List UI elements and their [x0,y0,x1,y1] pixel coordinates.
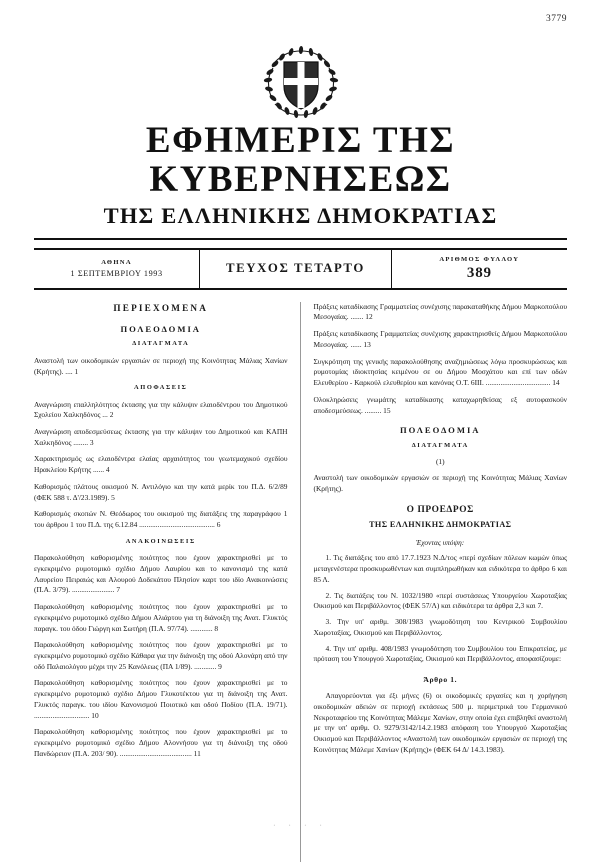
issue-bar [34,248,567,290]
clause-3: 3. Την υπ' αριθμ. 308/1983 γνωμοδότηση του Κεντρικού Συμβουλίου Χωροταξίας, Οικισμού και Περιβάλλοντος. [313,617,567,637]
contents-subsection-decrees: ΔΙΑΤΑΓΜΑΤΑ [132,340,190,348]
list-item[interactable]: Παρακολούθηση καθορισμένης ποιότητος που έχουν χαρακτηρισθεί με το εγκεκριμένο ρυμοτομικό σχέδιο Δήμου Γλυκοτέκτου για τη διάνοιξη της Ανατ. Γλυκτός παραγκ. του ιδίου Κανονισμού Ποιοτικό και οδού Ποδίου (Π.Α. 19/71). .............................. 10 [34,678,288,720]
section-subheading-decrees: ΔΙΑΤΑΓΜΑΤΑ [411,441,469,449]
issue-place-label: ΑΘΗΝΑ [101,259,132,267]
list-item[interactable]: Καθορισμός σκοπών Ν. Θεόδωρος του οικισμού της διατάξεις της παραγράφου 1 του άρθρου 1 του Π.Δ. της 6.12.84 ......................................... 6 [34,509,288,530]
issue-number-label: ΑΡΙΘΜΟΣ ΦΥΛΛΟΥ [439,255,520,263]
list-item[interactable]: Αναγνώριση αποδεσμεύσεως έκτασης για την κάλυψιν του Δημοτικού και ΚΑΠΗ Χαλκηδόνος ........ 3 [34,426,288,447]
issue-date: 1 ΣΕΠΤΕΜΒΡΙΟΥ 1993 [70,269,163,279]
hellenic-republic-emblem [253,42,349,120]
president-title-line1: Ο ΠΡΟΕΔΡΟΣ [406,505,474,516]
page-title: ΕΦΗΜΕΡΙΣ ΤΗΣ ΚΥΒΕΡΝΗΣΕΩΣ [145,120,456,200]
article-text: Απαγορεύονται για έξι μήνες (6) οι οικοδομικές εργασίες και η χορήγηση οικοδομικών αδειών σε περιοχή εκτάσεως 500 μ. περιμετρικά του Γερμανικού Νεκροταφείου της Κοινότητας Μάλεμε Χανίων, στην οποία έχει επιβληθεί αναστολή με την υπ' αριθμ. Ο. 9279/3142/14.2.1983 απόφαση του Υπουργού Χωροταξίας Οικισμού και Περιβάλλοντος «Αναστολή των οικοδομικών εργασιών σε περιοχή της Κοινότητας Μάλεμε Χανίων (Κρήτης)» (ΦΕΚ 64 Δ/ 14.3.1983). [313,691,567,754]
clause-2: 2. Τις διατάξεις του Ν. 1032/1980 «περί συστάσεως Υπουργείου Χωροταξίας Οικισμού και Περιβάλλοντος (ΦΕΚ 57/Λ) και ειδικότερα τα άρθρα 2,3 και 7. [313,590,567,611]
list-item[interactable]: Καθορισμός πλάτους οικισμού Ν. Αντιλόγιο και την κατά μερίκ του Π.Δ. 6/2/89 (ΦΕΚ 588 τ. Δ'/23.1989). 5 [34,481,288,502]
decree-caption: Αναστολή των οικοδομικών εργασιών σε περιοχή της Κοινότητας Μάλιας Χανίων (Κρήτης). [313,472,567,493]
list-item[interactable]: Παρακολούθηση καθορισμένης ποιότητος που έχουν χαρακτηρισθεί με το εγκεκριμένο ρυμοτομικό σχέδιο Δήμου Αλοννήσου για τη διάνοιξη της οδού Πανδώρειον (Π.Α. 203/ 90). ....................................... 11 [34,727,288,758]
body-columns [34,302,567,862]
list-item[interactable]: Παρακολούθηση καθορισμένης ποιότητος που έχουν χαρακτηρισθεί με το εγκεκριμένο ρυμοτομικό σχέδιο Δήμου Αλιάρτου για τη διάνοιξη της Ανατ. Γλυκτός παραγκ. του όδου Γιώργη και Σωτήρη (Π.Α. 97/74). ............ 8 [34,602,288,633]
issue-place-block [34,250,200,288]
list-item[interactable]: Αναστολή των οικοδομικών εργασιών σε περιοχή της Κοινότητας Μάλιας Χανίων (Κρήτης). .... 1 [34,355,288,376]
contents-subsection-announcements: ΑΝΑΚΟΙΝΩΣΕΙΣ [125,537,196,545]
clause-1: 1. Τις διατάξεις του από 17.7.1923 Ν.Δ/τος «περί σχεδίων πόλεων κωμών όπως μεταγενέστερα προσκυρωθέντων και συμπληρωθήκαν και ειδικότερα το άρθρο 6 και 85 Λ. [313,553,567,584]
list-item[interactable]: Παρακολούθηση καθορισμένης ποιότητος που έχουν χαρακτηρισθεί με το εγκεκριμένο ρυμοτομικό σχέδιο Δήμου Λαυρίου και το κανονισμό της κατά Λαυρείου Πειραιώς και Αλουρού Δοδεκάτου Πλησίον καρτ του ιδίο Ανακοινώσεις (Π.Α. 3/79). ....................... 7 [34,553,288,595]
president-title-line2: ΤΗΣ ΕΛΛΗΝΙΚΗΣ ΔΗΜΟΚΡΑΤΙΑΣ [369,519,512,529]
list-item[interactable]: Αναγνώριση επαλληλότητος έκτασης για την κάλυψιν ελαιοδέντρου του Δημοτικού Σχολείου Χαλκηδόνος ... 2 [34,399,288,420]
list-item[interactable]: Χαρακτηρισμός ως ελαιοδέντρα ελαίας αρχαιότητος του γεωτεμαχικού σχεδίου Ηρακλείου Κρήτης ...... 4 [34,454,288,475]
list-item[interactable]: Παρακολούθηση καθορισμένης ποιότητος που έχουν χαρακτηρισθεί με το εγκεκριμένο ρυμοτομικό σχέδιο Κάθαρα για την διάνοιξη της οδού Αλονάρη από την οδό Παλαιολόγου μέχρι την 25 Κανόλεως (ΠΑ 1/89). ............ 9 [34,640,288,671]
issue-type: ΤΕΥΧΟΣ ΤΕΤΑΡΤΟ [225,261,365,276]
contents-section-poleodomia: ΠΟΛΕΟΔΟΜΙΑ [120,324,202,335]
section-heading-poleodomia: ΠΟΛΕΟΔΟΜΙΑ [399,425,481,436]
contents-heading: ΠΕΡΙΕΧΟΜΕΝΑ [113,302,209,313]
list-item[interactable]: Πράξεις καταδίκασης Γραμματείας συνέχισης χαρακτηρισθείς Δήμου Μαρκοπούλου Μεσογαίας. ...... 13 [313,329,567,349]
issue-number-block [392,250,567,288]
issue-type-block [200,250,392,288]
list-item[interactable]: Πράξεις καταδίκασης Γραμματείας συνέχισης παρακαταθήκης Δήμου Μαρκοπούλου Μεσογαίας. ....... 12 [313,301,567,322]
footer-marks: · · · · [273,823,328,829]
left-column [34,302,301,862]
page-subtitle: ΤΗΣ ΕΛΛΗΝΙΚΗΣ ΔΗΜΟΚΡΑΤΙΑΣ [103,202,498,228]
list-item[interactable]: Ολοκληρώσεις γνωμάτης καταδίκασης καταχωρηθείσας εξ αυτοφασκούν αποδεσμεύσεως. ......... 15 [313,394,567,415]
article-heading: Άρθρο 1. [423,675,458,685]
masthead [34,42,567,229]
contents-subsection-decisions: ΑΠΟΦΑΣΕΙΣ [134,384,188,392]
list-item[interactable]: Συγκρότηση της γενικής παρακολούθησης αναζημιώσεως λόγω προσκυρώσεως και ρυμοτομίας ιδιοκτησίας κειμένου σε ου Δήμου Μοσχάτου και επί των οδών Ελευθερίου - Καρκούλ ελευθερίου και κανόνας Ο.Τ. 6ΙΙΙ. ................................... 14 [313,356,567,388]
having-regard-label: Έχοντας υπόψη: [416,537,465,547]
decree-number: (1) [435,457,445,467]
right-column [301,302,568,862]
clause-4: 4. Την υπ' αριθμ. 408/1983 γνωμοδότηση του Συμβουλίου του Επικρατείας, με πρόταση του Υπουργού Χωροταξίας, Οικισμού και Περιβάλλοντος, αποφασίζουμε: [313,643,567,664]
folio-number: 3779 [546,14,567,24]
masthead-rule [34,238,567,240]
issue-number: 389 [466,264,492,281]
